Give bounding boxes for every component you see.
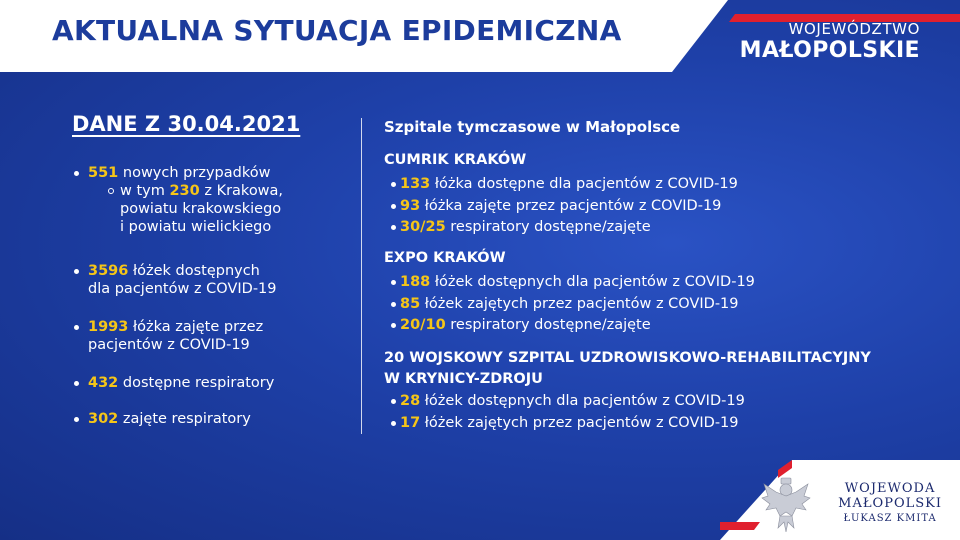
- sub-bullet-icon: [108, 188, 114, 194]
- column-divider: [361, 118, 362, 434]
- bullet-icon: [391, 204, 396, 209]
- brand-region-label: WOJEWÓDZTWO: [788, 20, 920, 38]
- list-item: [400, 392, 745, 410]
- summary-panel: [72, 112, 347, 427]
- ventilators-available-value: 432: [88, 375, 119, 391]
- badge-line-2: MAŁOPOLSKI: [838, 496, 942, 511]
- section-title-cumrik: CUMRIK KRAKÓW: [384, 152, 527, 168]
- sub-suffix: z Krakowa,: [199, 183, 284, 199]
- bullet-icon: [391, 280, 396, 285]
- white-eagle-emblem-icon: [760, 476, 812, 534]
- bullet-icon: [74, 269, 79, 274]
- list-item: [400, 414, 739, 432]
- list-item: [400, 175, 738, 193]
- item-value: 28: [400, 393, 421, 409]
- ventilators-occupied-value: 302: [88, 411, 119, 427]
- bullet-icon: [391, 421, 396, 426]
- list-item: [400, 273, 755, 291]
- ventilators-available-label: dostępne respiratory: [118, 375, 275, 391]
- section-title-expo: EXPO KRAKÓW: [384, 250, 506, 266]
- bullet-icon: [391, 323, 396, 328]
- item-value: 30/25: [400, 219, 446, 235]
- item-label: łóżek zajętych przez pacjentów z COVID-19: [420, 415, 739, 431]
- list-item: [400, 197, 721, 215]
- beds-available-label: łóżek dostępnych: [128, 263, 260, 279]
- item-value: 85: [400, 296, 421, 312]
- brand-region-name: MAŁOPOLSKIE: [739, 38, 920, 63]
- bullet-icon: [74, 325, 79, 330]
- list-item: [400, 316, 651, 334]
- badge-line-1: WOJEWODA: [844, 481, 936, 496]
- beds-occupied-value: 1993: [88, 319, 129, 335]
- page-title: AKTUALNA SYTUACJA EPIDEMICZNA: [52, 14, 622, 47]
- item-value: 133: [400, 176, 431, 192]
- krakow-cases-value: 230: [169, 183, 200, 199]
- item-label: łóżek zajętych przez pacjentów z COVID-19: [420, 296, 739, 312]
- new-cases-label: nowych przypadków: [118, 165, 271, 181]
- sub-line-3: i powiatu wielickiego: [120, 219, 272, 235]
- ventilators-occupied-label: zajęte respiratory: [118, 411, 251, 427]
- item-value: 188: [400, 274, 431, 290]
- bullet-icon: [74, 171, 79, 176]
- beds-occupied-label: łóżka zajęte przez: [128, 319, 264, 335]
- beds-available-value: 3596: [88, 263, 129, 279]
- bullet-icon: [391, 225, 396, 230]
- bullet-icon: [74, 417, 79, 422]
- item-value: 17: [400, 415, 421, 431]
- bullet-icon: [391, 302, 396, 307]
- bullet-icon: [391, 182, 396, 187]
- item-label: łóżek dostępnych dla pacjentów z COVID-19: [430, 274, 755, 290]
- section-title-krynica-2: W KRYNICY-ZDROJU: [384, 371, 543, 387]
- hospitals-heading: Szpitale tymczasowe w Małopolsce: [384, 118, 681, 136]
- voivode-title: [838, 481, 942, 524]
- item-label: łóżka zajęte przez pacjentów z COVID-19: [420, 198, 722, 214]
- item-label: łóżek dostępnych dla pacjentów z COVID-19: [420, 393, 745, 409]
- sub-prefix: w tym: [120, 183, 170, 199]
- bullet-icon: [391, 399, 396, 404]
- new-cases-value: 551: [88, 165, 119, 181]
- list-item: [400, 218, 651, 236]
- bullet-icon: [74, 381, 79, 386]
- badge-line-3: ŁUKASZ KMITA: [843, 513, 937, 524]
- item-label: łóżka dostępne dla pacjentów z COVID-19: [430, 176, 738, 192]
- list-item: [400, 295, 739, 313]
- item-label: respiratory dostępne/zajęte: [445, 317, 651, 333]
- item-value: 93: [400, 198, 421, 214]
- item-value: 20/10: [400, 317, 446, 333]
- sub-line-2: powiatu krakowskiego: [120, 201, 282, 217]
- date-heading: DANE Z 30.04.2021: [72, 112, 301, 136]
- item-label: respiratory dostępne/zajęte: [445, 219, 651, 235]
- section-title-krynica: 20 WOJSKOWY SZPITAL UZDROWISKOWO-REHABILITACYJNY: [384, 350, 871, 366]
- beds-occupied-label-2: pacjentów z COVID-19: [88, 337, 250, 353]
- beds-available-label-2: dla pacjentów z COVID-19: [88, 281, 277, 297]
